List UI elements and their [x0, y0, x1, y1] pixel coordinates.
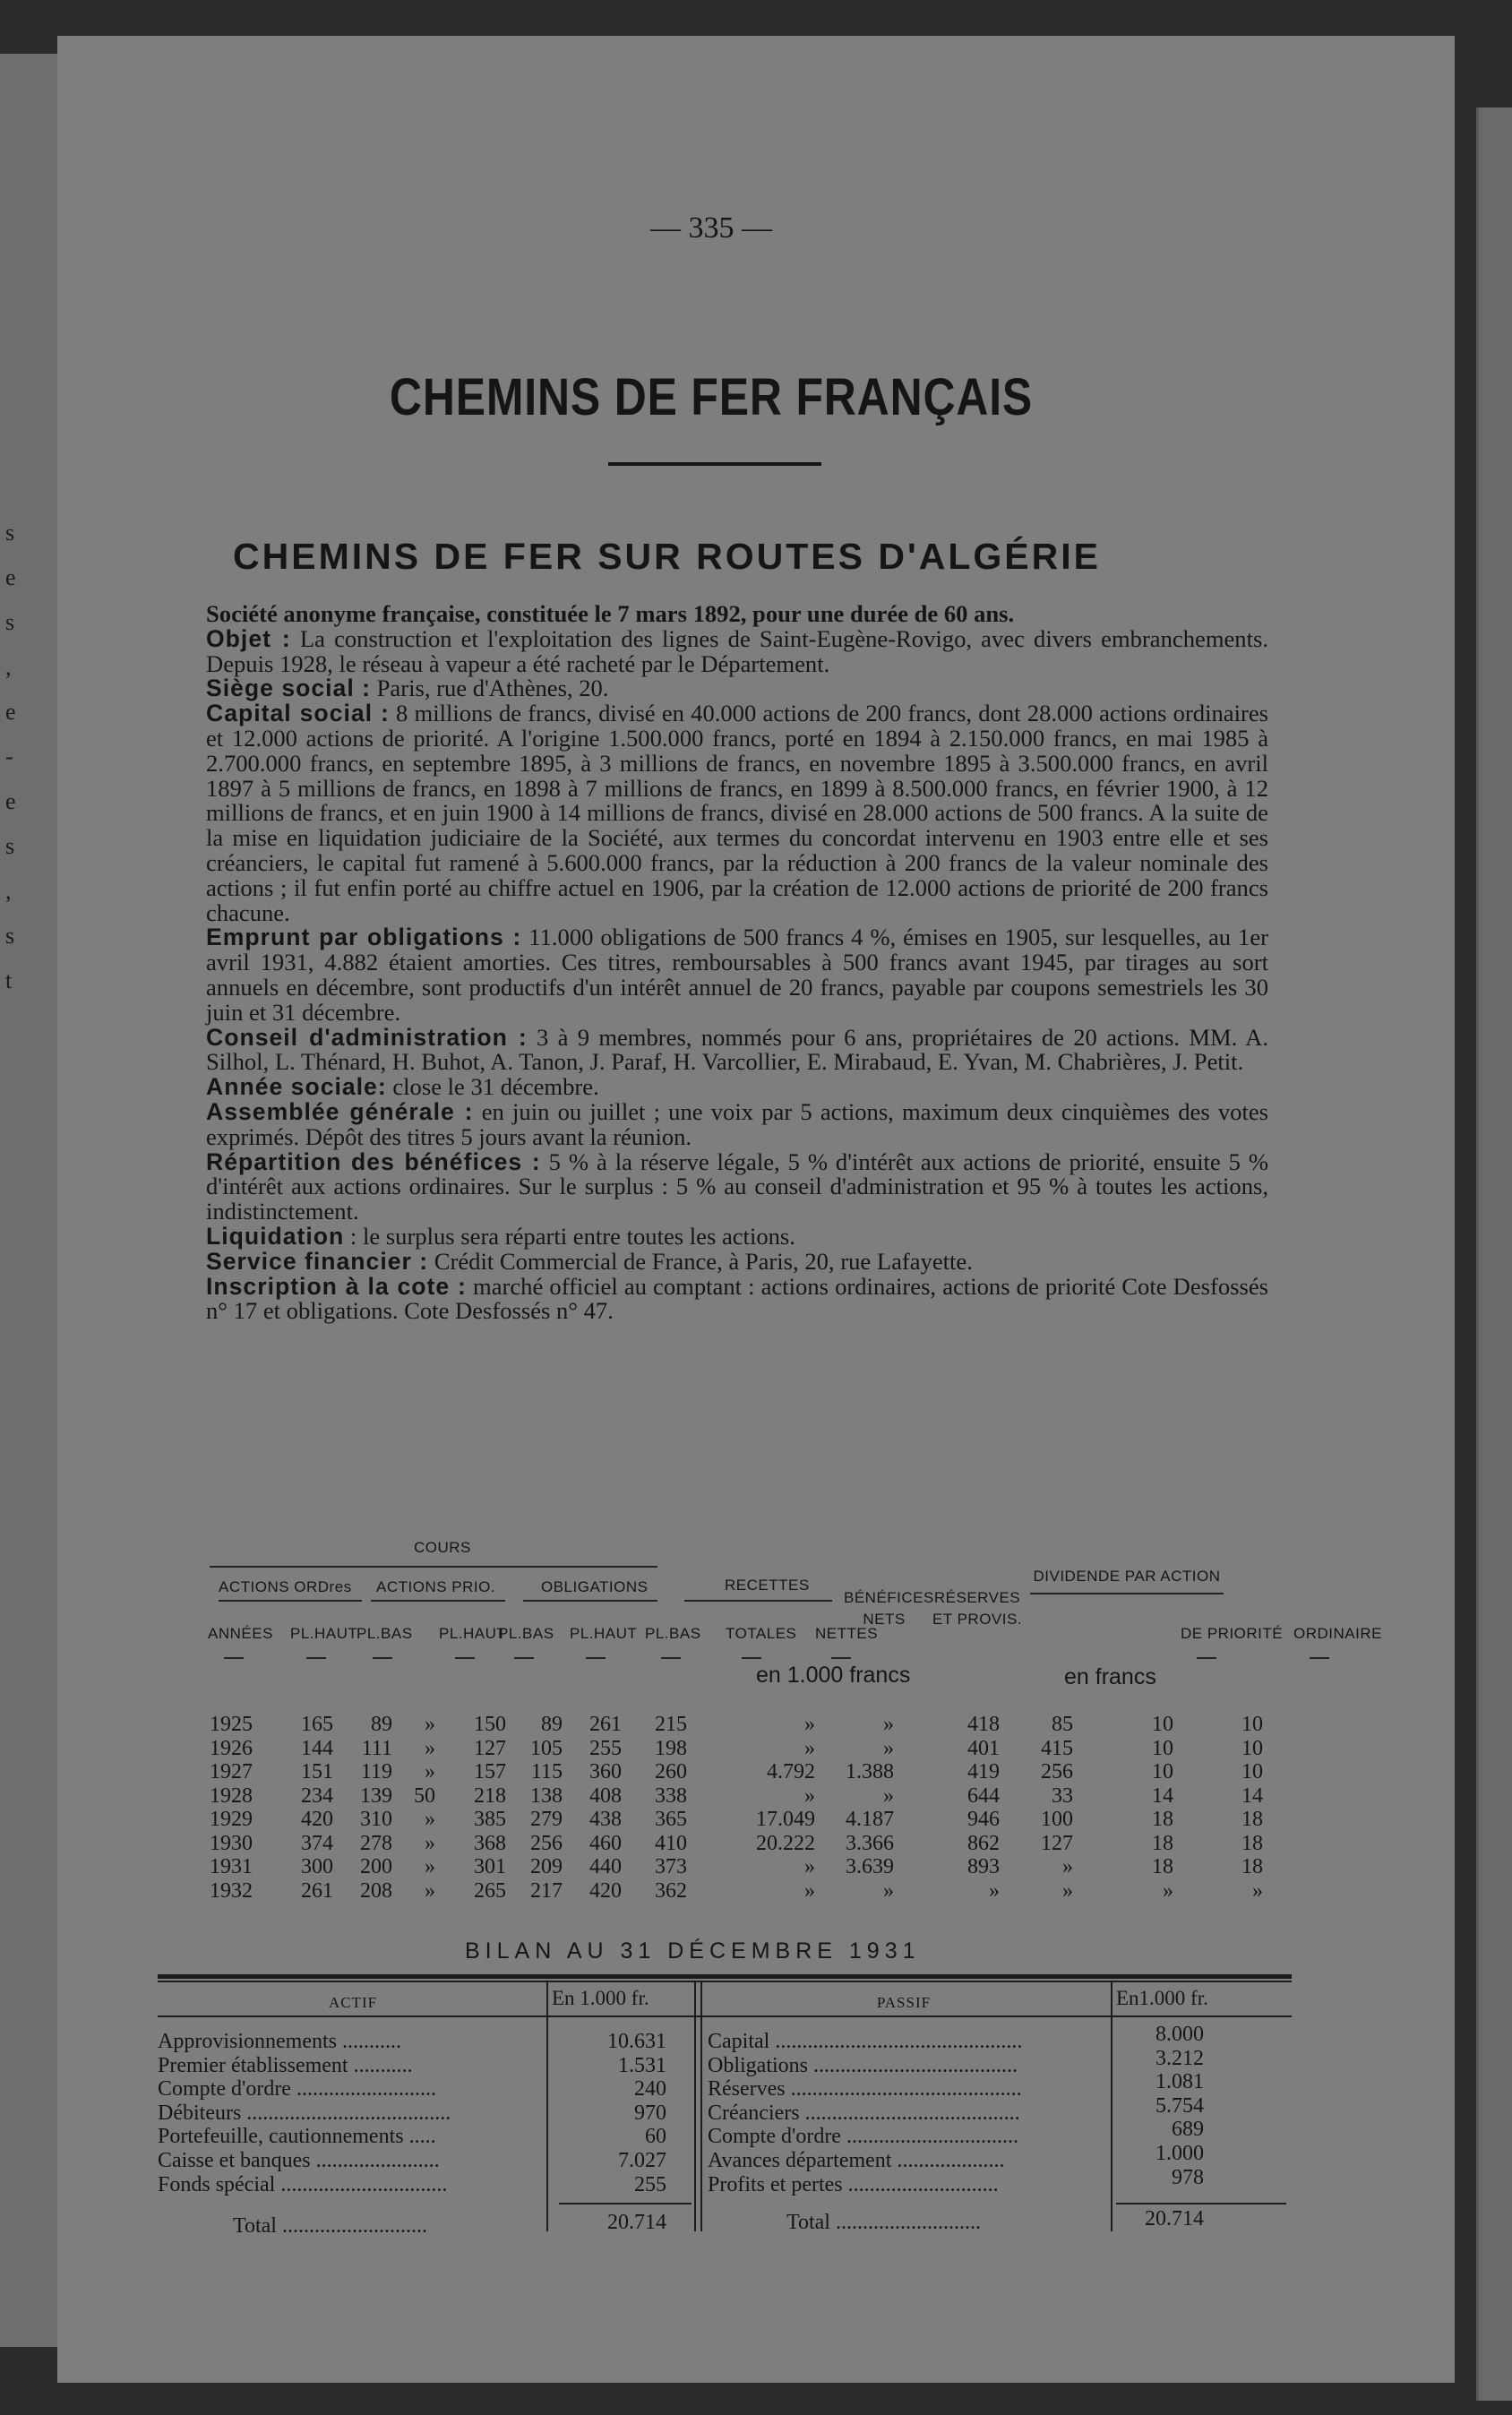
table-cell: 200: [360, 1855, 392, 1878]
table-cell: 338: [655, 1783, 687, 1808]
actif-value: 970: [634, 2101, 666, 2125]
margin-char: s: [5, 520, 15, 546]
table-cell: 360: [589, 1760, 622, 1783]
column-dash: [1197, 1657, 1216, 1659]
actif-label: Fonds spécial ...............................: [158, 2172, 448, 2196]
margin-char: e: [5, 699, 16, 725]
table-cell: 374: [301, 1831, 333, 1855]
paragraph-label: Année sociale:: [206, 1073, 387, 1101]
table-cell: 3.366: [846, 1831, 894, 1855]
column-header: PL.HAUT: [290, 1625, 358, 1642]
table-cell: 1926: [210, 1736, 253, 1760]
passif-value: 978: [1172, 2165, 1204, 2189]
paragraph: [206, 624, 1268, 677]
table-cell: 18: [1241, 1808, 1263, 1831]
bilan-header-rule: [158, 2015, 1292, 2017]
actif-values: [559, 2030, 666, 2196]
paragraph-text: Société anonyme française, constituée le 7 mars 1892, pour une durée de 60 ans.: [206, 600, 1015, 627]
actif-label: Débiteurs ......................................: [158, 2101, 451, 2125]
table-cell: 410: [655, 1831, 687, 1855]
table-cell: 365: [655, 1808, 687, 1831]
table-cell: 127: [474, 1736, 506, 1760]
table-cell: 893: [967, 1855, 1000, 1878]
table-cell: 150: [474, 1713, 506, 1736]
table-cell: 256: [1041, 1760, 1073, 1783]
paragraph-text: marché officiel au comptant : actions ordinaires, actions de priorité Cote Desfossés n° 17 et obligations. Cote Desfossés n° 47.: [206, 1272, 1268, 1325]
cours-bracket: [210, 1566, 657, 1568]
table-cell: 209: [530, 1855, 563, 1878]
paragraph: [206, 1097, 1268, 1150]
column-dash: [586, 1657, 606, 1659]
table-cell: 260: [655, 1760, 687, 1783]
header-actions-ord: ACTIONS ORDres: [219, 1578, 352, 1595]
table-cell: 4.187: [846, 1808, 894, 1831]
previous-page-edge: [0, 54, 63, 2347]
header-recettes: RECETTES: [725, 1577, 810, 1594]
column-dash: [831, 1657, 851, 1659]
paragraph: [206, 1023, 1268, 1076]
paragraph-label: Conseil d'administration :: [206, 1023, 528, 1051]
margin-char: t: [5, 967, 13, 993]
table-cell: 261: [589, 1713, 622, 1736]
table-cell: 10: [1241, 1736, 1263, 1760]
margin-char: s: [5, 609, 15, 635]
table-cell: 234: [301, 1783, 333, 1808]
table-cell: 100: [1041, 1808, 1073, 1831]
passif-label: Capital ..............................................: [708, 2030, 1023, 2053]
actif-value: 255: [634, 2172, 666, 2196]
table-cell: 17.049: [756, 1808, 815, 1831]
table-cell: 256: [530, 1831, 563, 1855]
column-header: PL.BAS: [357, 1625, 413, 1642]
table-cell: 373: [655, 1855, 687, 1878]
passif-unit: En1.000 fr.: [1116, 1987, 1208, 2009]
table-cell: 385: [474, 1808, 506, 1831]
sub-bracket: [523, 1600, 657, 1602]
passif-label: Compte d'ordre ................................: [708, 2125, 1018, 2149]
table-cell: »: [425, 1855, 435, 1878]
column-header: PL.BAS: [645, 1625, 701, 1642]
sub-bracket: [684, 1600, 832, 1602]
unit-francs: en francs: [1064, 1664, 1156, 1689]
paragraph: [206, 676, 1268, 701]
page-right-edge: [1476, 107, 1512, 2401]
table-cell: 265: [474, 1878, 506, 1903]
table-cell: 151: [301, 1760, 333, 1783]
bilan-divider-2: [694, 1981, 696, 2231]
paragraph-label: Assemblée générale :: [206, 1097, 474, 1125]
header-actions-prio: ACTIONS PRIO.: [376, 1578, 496, 1595]
table-cell: 278: [360, 1831, 392, 1855]
table-cell: 50: [414, 1783, 435, 1808]
paragraph-text: 3 à 9 membres, nommés pour 6 ans, propriétaires de 20 actions. MM. A. Silhol, L. Thénard, H. Buhot, A. Tanon, J. Paraf, H. Varcollier, E. Mirabaud, E. Yvan, M. Chabrières, J. Petit.: [206, 1023, 1268, 1076]
table-cell: 18: [1152, 1855, 1173, 1878]
passif-value: 5.754: [1155, 2093, 1204, 2118]
table-cell: 408: [589, 1783, 622, 1808]
paragraph-label: Service financier :: [206, 1247, 429, 1275]
table-cell: »: [425, 1736, 435, 1760]
table-cell: 401: [967, 1736, 1000, 1760]
table-cell: 18: [1152, 1808, 1173, 1831]
margin-char: ,: [5, 878, 12, 904]
table-cell: 301: [474, 1855, 506, 1878]
table-cell: 3.639: [846, 1855, 894, 1878]
table-cell: 14: [1152, 1783, 1173, 1808]
sub-bracket: [219, 1600, 362, 1602]
table-cell: 261: [301, 1878, 333, 1903]
paragraph-text: : le surplus sera réparti entre toutes les actions.: [344, 1222, 795, 1250]
table-cell: 1927: [210, 1760, 253, 1783]
paragraph: [206, 925, 1268, 1025]
table-cell: 18: [1241, 1855, 1263, 1878]
table-cell: 165: [301, 1713, 333, 1736]
margin-char: ,: [5, 654, 12, 680]
table-cell: 14: [1241, 1783, 1263, 1808]
actif-label: Approvisionnements ...........: [158, 2030, 401, 2053]
paragraph-label: Siège social :: [206, 675, 371, 702]
table-cell: 460: [589, 1831, 622, 1855]
table-cell: 1931: [210, 1855, 253, 1878]
passif-total: 20.714: [1145, 2207, 1204, 2230]
table-cell: »: [1062, 1878, 1073, 1903]
table-cell: »: [989, 1878, 1000, 1903]
unit-thousand-francs: en 1.000 francs: [756, 1663, 911, 1688]
table-cell: 420: [589, 1878, 622, 1903]
table-cell: 1932: [210, 1878, 253, 1903]
paragraph-label: Liquidation: [206, 1222, 345, 1250]
header-reserves: RÉSERVES ET PROVIS.: [932, 1589, 1023, 1628]
column-dash: [306, 1657, 326, 1659]
table-cell: 20.222: [756, 1831, 815, 1855]
table-cell: 1929: [210, 1808, 253, 1831]
table-cell: 85: [1052, 1713, 1073, 1736]
passif-label: Réserves ...........................................: [708, 2077, 1022, 2101]
table-cell: 111: [361, 1736, 392, 1760]
table-cell: 89: [371, 1713, 392, 1736]
table-cell: 440: [589, 1855, 622, 1878]
column-header: TOTALES: [726, 1625, 797, 1642]
paragraph-text: Crédit Commercial de France, à Paris, 20, rue Lafayette.: [428, 1247, 973, 1275]
paragraph: [206, 1272, 1268, 1325]
passif-label: Avances département ....................: [708, 2148, 1005, 2172]
table-cell: 438: [589, 1808, 622, 1831]
paragraph: [206, 701, 1268, 925]
table-cell: 198: [655, 1736, 687, 1760]
actif-total: 20.714: [607, 2211, 666, 2234]
header-dividende: DIVIDENDE PAR ACTION: [1033, 1568, 1221, 1585]
table-cell: 215: [655, 1713, 687, 1736]
table-cell: 139: [360, 1783, 392, 1808]
table-cell: »: [804, 1736, 815, 1760]
table-cell: 368: [474, 1831, 506, 1855]
column-dash: [742, 1657, 761, 1659]
paragraph: [206, 602, 1268, 627]
column-dash: [224, 1657, 244, 1659]
column-header: PL.HAUT: [439, 1625, 507, 1642]
passif-total-rule: [1116, 2203, 1286, 2204]
paragraph-text: en juin ou juillet ; une voix par 5 actions, maximum deux cinquièmes des votes exprimés. Dépôt des titres 5 jours avant la réunion.: [206, 1097, 1268, 1150]
table-cell: 10: [1152, 1713, 1173, 1736]
bilan-title: BILAN AU 31 DÉCEMBRE 1931: [465, 1938, 921, 1964]
column-header: NETTES: [815, 1625, 879, 1642]
paragraph-text: 8 millions de francs, divisé en 40.000 actions de 200 francs, dont 28.000 actions ordinaires et 12.000 actions de priorité. A l'origine 1.500.000 francs, porté en 1894 à 2.150.000 francs, en mai 1985 à 2.700.000 francs, en septembre 1895, à 3 millions de francs, en novembre 1895 à 3.500.000 francs, en avril 1897 à 5 millions de francs, en 1898 à 7 millions de francs, en 1899 à 8.500.000 francs, en février 1900, à 12 millions de francs, et en juin 1900 à 14 millions de francs, divisé en 28.000 actions de 500 francs. A la suite de la mise en liquidation judiciaire de la Société, aux termes du concordat intervenu en 1903 entre elle et ses créanciers, le capital fut ramené à 5.600.000 francs, par la réduction à 200 francs de la valeur nominale des actions ; il fut enfin porté au chiffre actuel en 1906, par la création de 12.000 actions de priorité de 200 francs chacune.: [206, 700, 1268, 926]
margin-characters: [5, 511, 27, 1003]
passif-label: Profits et pertes ............................: [708, 2172, 999, 2196]
table-cell: 1925: [210, 1713, 253, 1736]
passif-value: 689: [1172, 2118, 1204, 2142]
passif-labels: [708, 2030, 1022, 2196]
table-cell: 10: [1152, 1760, 1173, 1783]
paragraph: [206, 1075, 1268, 1100]
table-cell: »: [804, 1713, 815, 1736]
table-cell: »: [883, 1736, 894, 1760]
passif-total-label: Total ...........................: [786, 2211, 981, 2234]
table-cell: 1928: [210, 1783, 253, 1808]
page: [57, 36, 1455, 2383]
table-cell: 862: [967, 1831, 1000, 1855]
bilan-divider-1: [546, 1981, 548, 2231]
table-cell: 644: [967, 1783, 1000, 1808]
actif-value: 1.531: [618, 2053, 666, 2077]
margin-char: e: [5, 564, 16, 590]
paragraph-label: Inscription à la cote :: [206, 1272, 467, 1300]
paragraph-text: close le 31 décembre.: [386, 1073, 599, 1101]
bilan-divider-4: [1111, 1981, 1113, 2231]
title-divider: [608, 462, 821, 466]
margin-char: -: [5, 743, 13, 769]
table-cell: »: [883, 1713, 894, 1736]
sub-bracket: [1030, 1593, 1224, 1594]
table-cell: 218: [474, 1783, 506, 1808]
table-cell: 217: [530, 1878, 563, 1903]
table-cell: 18: [1152, 1831, 1173, 1855]
table-cell: »: [804, 1783, 815, 1808]
actif-total-label: Total ...........................: [233, 2214, 427, 2238]
company-description: [206, 602, 1268, 1324]
table-cell: 10: [1241, 1713, 1263, 1736]
paragraph-text: 11.000 obligations de 500 francs 4 %, émises en 1905, sur lesquelles, au 1er avril 1931, 4.882 étaient amorties. Ces titres, remboursables à 500 francs avant 1945, par tirages au sort annuels en décembre, sont productifs d'un intérêt annuel de 20 francs, payable par coupons semestriels les 30 juin et 31 décembre.: [206, 924, 1268, 1026]
table-cell: 362: [655, 1878, 687, 1903]
paragraph-label: Répartition des bénéfices :: [206, 1147, 541, 1175]
actif-value: 7.027: [618, 2148, 666, 2172]
actif-unit: En 1.000 fr.: [552, 1987, 649, 2009]
table-cell: 208: [360, 1878, 392, 1903]
table-cell: 157: [474, 1760, 506, 1783]
actif-label: Compte d'ordre ..........................: [158, 2077, 436, 2101]
table-cell: 10: [1241, 1760, 1263, 1783]
column-dash: [661, 1657, 681, 1659]
paragraph-label: Capital social :: [206, 700, 390, 727]
paragraph: [206, 1222, 1268, 1250]
table-cell: »: [883, 1878, 894, 1903]
table-cell: 138: [530, 1783, 563, 1808]
table-cell: 419: [967, 1760, 1000, 1783]
paragraph-text: 5 % à la réserve légale, 5 % d'intérêt aux actions de priorité, ensuite 5 % d'intérêt aux actions ordinaires. Sur le surplus : 5 % au conseil d'administration et 95 % à toutes les actions, indistinctement.: [206, 1147, 1269, 1225]
table-cell: »: [425, 1760, 435, 1783]
table-cell: »: [883, 1783, 894, 1808]
actif-labels: [158, 2030, 451, 2196]
table-cell: 415: [1041, 1736, 1073, 1760]
table-cell: »: [425, 1831, 435, 1855]
table-cell: »: [1163, 1878, 1173, 1903]
table-cell: 127: [1041, 1831, 1073, 1855]
table-cell: 89: [541, 1713, 563, 1736]
table-cell: »: [804, 1878, 815, 1903]
margin-char: s: [5, 833, 15, 859]
paragraph-text: La construction et l'exploitation des lignes de Saint-Eugène-Rovigo, avec divers embranchements. Depuis 1928, le réseau à vapeur a été racheté par le Département.: [206, 624, 1268, 677]
passif-value: 1.081: [1155, 2070, 1204, 2094]
table-cell: 1930: [210, 1831, 253, 1855]
actif-label: Premier établissement ...........: [158, 2053, 413, 2077]
actif-value: 60: [645, 2125, 666, 2149]
page-title: CHEMINS DE FER FRANÇAIS: [389, 368, 1034, 426]
passif-label: Obligations ......................................: [708, 2053, 1018, 2077]
table-cell: »: [804, 1855, 815, 1878]
table-cell: 18: [1241, 1831, 1263, 1855]
table-cell: 1.388: [846, 1760, 894, 1783]
paragraph-label: Objet :: [206, 624, 291, 652]
table-cell: 105: [530, 1736, 563, 1760]
header-obligations: OBLIGATIONS: [541, 1578, 649, 1595]
passif-value: 1.000: [1155, 2141, 1204, 2165]
actif-value: 240: [634, 2077, 666, 2101]
table-cell: 310: [360, 1808, 392, 1831]
actif-total-rule: [559, 2203, 692, 2204]
column-header: ANNÉES: [208, 1625, 273, 1642]
table-cell: 300: [301, 1855, 333, 1878]
table-cell: 279: [530, 1808, 563, 1831]
column-dash: [373, 1657, 392, 1659]
column-dash: [455, 1657, 475, 1659]
column-header: PL.BAS: [498, 1625, 554, 1642]
column-dash: [1310, 1657, 1329, 1659]
table-cell: 115: [530, 1760, 563, 1783]
bilan-divider-3: [700, 1981, 702, 2231]
passif-value: 8.000: [1155, 2023, 1204, 2046]
sub-bracket: [371, 1600, 505, 1602]
bilan-top-rule-2: [158, 1981, 1292, 1982]
passif-values: [1123, 2023, 1204, 2189]
table-cell: 119: [360, 1760, 392, 1783]
table-cell: 144: [301, 1736, 333, 1760]
actif-label: Caisse et banques .......................: [158, 2148, 440, 2172]
actif-header: ACTIF: [328, 1994, 378, 2011]
column-header: PL.HAUT: [570, 1625, 638, 1642]
paragraph: [206, 1247, 1268, 1275]
column-dash: [514, 1657, 534, 1659]
header-cours: COURS: [414, 1539, 471, 1556]
header-benefices: BÉNÉFICES NETS: [844, 1589, 934, 1628]
table-cell: 10: [1152, 1736, 1173, 1760]
paragraph-label: Emprunt par obligations :: [206, 924, 522, 951]
table-cell: »: [1062, 1855, 1073, 1878]
margin-char: s: [5, 923, 15, 949]
column-header: ORDINAIRE: [1293, 1625, 1382, 1642]
passif-value: 3.212: [1155, 2046, 1204, 2070]
table-cell: »: [425, 1713, 435, 1736]
table-cell: 4.792: [767, 1760, 815, 1783]
page-number: — 335 —: [650, 211, 772, 245]
column-header: DE PRIORITÉ: [1181, 1625, 1284, 1642]
actif-label: Portefeuille, cautionnements .....: [158, 2125, 436, 2149]
margin-char: e: [5, 788, 16, 814]
actif-value: 10.631: [607, 2030, 666, 2053]
table-cell: 420: [301, 1808, 333, 1831]
paragraph-text: Paris, rue d'Athènes, 20.: [370, 675, 609, 702]
table-cell: 33: [1052, 1783, 1073, 1808]
table-cell: »: [1252, 1878, 1263, 1903]
company-title: CHEMINS DE FER SUR ROUTES D'ALGÉRIE: [233, 536, 1101, 577]
bilan-top-rule: [158, 1974, 1292, 1979]
table-cell: 946: [967, 1808, 1000, 1831]
table-cell: »: [425, 1808, 435, 1831]
passif-label: Créanciers ........................................: [708, 2101, 1020, 2125]
table-cell: 255: [589, 1736, 622, 1760]
table-cell: »: [425, 1878, 435, 1903]
paragraph: [206, 1147, 1269, 1225]
passif-header: PASSIF: [876, 1994, 932, 2011]
table-cell: 418: [967, 1713, 1000, 1736]
